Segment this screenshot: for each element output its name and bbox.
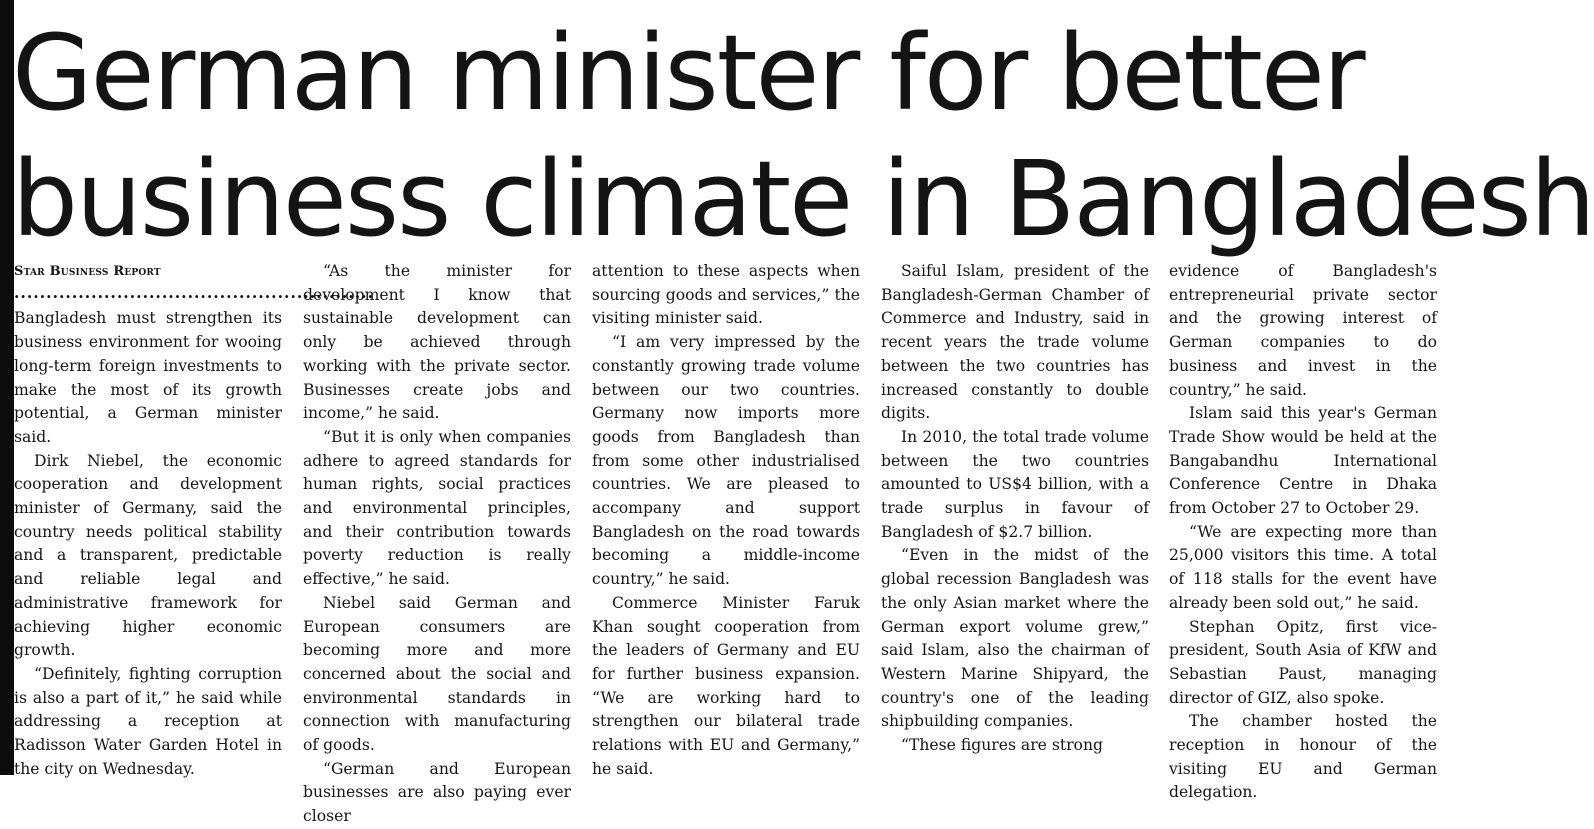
paragraph: The chamber hosted the reception in honour of the visiting EU and German delegation. [1169, 712, 1437, 802]
paragraph: “As the minister for development I know that sustainable development can only be achieved through working with the private sector. Businesses create jobs and income,” he said. [303, 262, 571, 423]
byline-separator: ........................................................ [14, 282, 375, 302]
paragraph: “Even in the midst of the global recession Bangladesh was the only Asian market where the German export volume grew,” said Islam, also the chairman of Western Marine Shipyard, the country's one of the leading shipbuilding companies. [881, 546, 1149, 731]
paragraph: Dirk Niebel, the economic cooperation and development minister of Germany, said the country needs political stability and a transparent, predictable and reliable legal and administrative framework for achieving higher economic growth. [14, 451, 282, 660]
paragraph: “Definitely, fighting corruption is also a part of it,” he said while addressing a reception at Radisson Water Garden Hotel in the city on Wednesday. [14, 664, 282, 778]
article-column-1 [14, 260, 375, 778]
paragraph: Niebel said German and European consumers are becoming more and more concerned about the social and environmental standards in connection with manufacturing of goods. [303, 593, 571, 755]
article-column-5 [1169, 260, 1437, 802]
byline: Star Business Report [14, 264, 161, 279]
article-headline [12, 10, 1594, 262]
paragraph: “But it is only when companies adhere to agreed standards for human rights, social practices and environmental principles, and their contribution towards poverty reduction is really effective,” he said. [303, 427, 571, 589]
headline-line-2: business climate in Bangladesh [12, 138, 1594, 260]
paragraph: Saiful Islam, president of the Bangladesh-German Chamber of Commerce and Industry, said in recent years the trade volume between the two countries has increased constantly to double digits. [881, 262, 1149, 423]
paragraph: “German and European businesses are also paying ever closer [303, 759, 571, 826]
paragraph: evidence of Bangladesh's entrepreneurial private sector and the growing interest of German companies to do business and invest in the country,” he said. [1169, 262, 1437, 399]
paragraph: In 2010, the total trade volume between the two countries amounted to US$4 billion, with a trade surplus in favour of Bangladesh of $2.7 billion. [881, 427, 1149, 541]
paragraph: “We are expecting more than 25,000 visitors this time. A total of 118 stalls for the event have already been sold out,” he said. [1169, 522, 1437, 612]
paragraph: “These figures are strong [901, 736, 1103, 755]
paragraph: Bangladesh must strengthen its business environment for wooing long-term foreign investments to make the most of its growth potential, a German minister said. [14, 309, 282, 446]
paragraph: Stephan Opitz, first vice-president, South Asia of KfW and Sebastian Paust, managing director of GIZ, also spoke. [1169, 617, 1437, 707]
paragraph: Islam said this year's German Trade Show would be held at the Bangabandhu International Conference Centre in Dhaka from October 27 to October 29. [1169, 404, 1437, 518]
paragraph: “I am very impressed by the constantly growing trade volume between our two countries. Germany now imports more goods from Bangladesh than from some other industrialised countries. We are pleased to accompany and support Bangladesh on the road towards becoming a middle-income country,” he said. [592, 333, 860, 589]
article-column-2 [303, 260, 571, 826]
article-column-3 [592, 260, 860, 778]
paragraph: attention to these aspects when sourcing goods and services,” the visiting minister said. [592, 262, 860, 328]
headline-line-1: German minister for better [12, 12, 1364, 134]
paragraph: Commerce Minister Faruk Khan sought cooperation from the leaders of Germany and EU for further business expansion. “We are working hard to strengthen our bilateral trade relations with EU and Germany,” he said. [592, 593, 860, 778]
article-column-4 [881, 260, 1149, 765]
